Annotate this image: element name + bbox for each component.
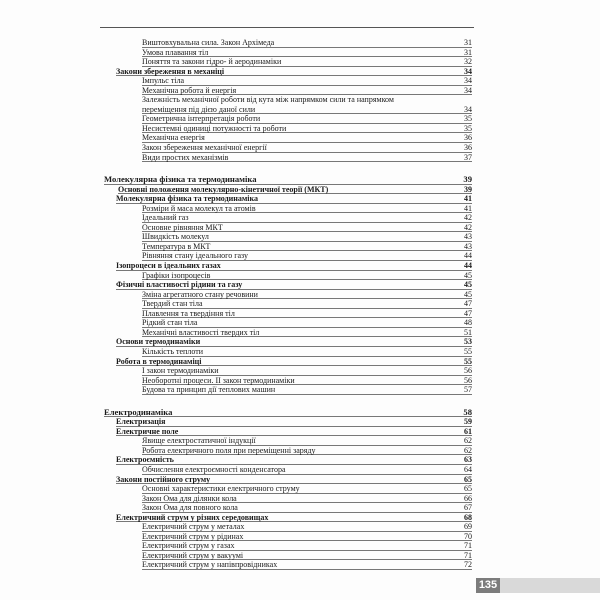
- entry-page-number: 44: [464, 251, 472, 261]
- toc-entry[interactable]: [104, 153, 472, 163]
- toc-entry[interactable]: [104, 213, 472, 223]
- toc-entry[interactable]: [104, 57, 472, 67]
- entry-title: Електроємність: [116, 455, 174, 465]
- toc-entry[interactable]: [104, 503, 472, 513]
- entry-title: Твердий стан тіла: [142, 299, 203, 309]
- toc-entry[interactable]: [104, 309, 472, 319]
- entry-page-number: 69: [464, 522, 472, 532]
- entry-page-number: 37: [464, 152, 472, 162]
- entry-page-number: 39: [464, 184, 472, 194]
- entry-page-number: 45: [464, 280, 472, 290]
- entry-page-number: 45: [464, 289, 472, 299]
- toc-heading[interactable]: [104, 194, 472, 204]
- entry-title: Необоротні процеси. ІІ закон термодинаміки: [142, 375, 295, 385]
- entry-title: Електричний струм у напівпровідниках: [142, 560, 278, 570]
- toc-entry[interactable]: [104, 105, 472, 115]
- entry-title: Кількість теплоти: [142, 346, 203, 356]
- toc-entry[interactable]: [104, 318, 472, 328]
- entry-title: Плавлення та твердіння тіл: [142, 308, 235, 318]
- toc-entry[interactable]: [104, 242, 472, 252]
- entry-title: Електризація: [116, 417, 166, 427]
- entry-title: Механічні властивості твердих тіл: [142, 327, 260, 337]
- toc-entry[interactable]: [104, 114, 472, 124]
- entry-page-number: 58: [463, 406, 472, 417]
- toc-heading[interactable]: [104, 417, 472, 427]
- top-rule: [100, 27, 474, 28]
- entry-title: Ізопроцеси в ідеальних газах: [116, 261, 221, 271]
- entry-page-number: 67: [464, 503, 472, 513]
- toc-entry[interactable]: [104, 560, 472, 570]
- entry-page-number: 62: [464, 436, 472, 446]
- toc-heading[interactable]: [104, 337, 472, 347]
- entry-page-number: 36: [464, 143, 472, 153]
- entry-title: Явище електростатичної індукції: [142, 436, 256, 446]
- entry-page-number: 65: [464, 474, 472, 484]
- entry-title: Основне рівняння МКТ: [142, 222, 223, 232]
- entry-title: Умова плавання тіл: [142, 47, 209, 57]
- entry-page-number: 44: [464, 261, 472, 271]
- entry-page-number: 66: [464, 493, 472, 503]
- entry-title: Рівняння стану ідеального газу: [142, 251, 249, 261]
- toc-entry[interactable]: [104, 48, 472, 58]
- entry-page-number: 39: [463, 174, 472, 185]
- toc-entry[interactable]: [104, 223, 472, 233]
- entry-page-number: 55: [464, 346, 472, 356]
- entry-page-number: 43: [464, 241, 472, 251]
- entry-page-number: 70: [464, 531, 472, 541]
- entry-page-number: 57: [464, 385, 472, 395]
- page-number: 135: [476, 578, 500, 593]
- entry-title: Робота в термодинаміці: [116, 356, 202, 366]
- toc-heading[interactable]: [104, 455, 472, 465]
- entry-title: Графіки ізопроцесів: [142, 270, 211, 280]
- entry-title: Основні положення молекулярно-кінетичної теорії (МКТ): [118, 184, 329, 194]
- entry-title: Електродинаміка: [104, 406, 173, 417]
- entry-title: І закон термодинаміки: [142, 366, 219, 376]
- entry-page-number: 64: [464, 464, 472, 474]
- entry-page-number: 65: [464, 484, 472, 494]
- entry-title: Види простих механізмів: [142, 152, 229, 162]
- entry-title: Залежність механічної роботи від кута між напрямком сили та напрямком: [142, 95, 394, 105]
- entry-page-number: 68: [464, 512, 472, 522]
- toc-entry[interactable]: [104, 385, 472, 395]
- toc-entry[interactable]: [104, 541, 472, 551]
- entry-title: Робота електричного поля при переміщенні заряду: [142, 445, 316, 455]
- toc-entry[interactable]: [104, 465, 472, 475]
- toc-heading[interactable]: [104, 513, 472, 523]
- entry-title: Основи термодинаміки: [116, 337, 201, 347]
- entry-page-number: 56: [464, 375, 472, 385]
- entry-title: Зміна агрегатного стану речовини: [142, 289, 258, 299]
- toc-entry[interactable]: [104, 328, 472, 338]
- entry-title: Закони постійного струму: [116, 474, 211, 484]
- entry-title: Електричний струм у рідинах: [142, 531, 244, 541]
- entry-title: Фізичні властивості рідини та газу: [116, 280, 243, 290]
- entry-page-number: 42: [464, 222, 472, 232]
- entry-title: Температура в МКТ: [142, 241, 211, 251]
- entry-title: Закон Ома для ділянки кола: [142, 493, 237, 503]
- entry-title: Імпульс тіла: [142, 76, 185, 86]
- entry-title: Закони збереження в механіці: [116, 66, 225, 76]
- toc-heading[interactable]: [104, 185, 472, 195]
- toc-entry[interactable]: [104, 124, 472, 134]
- entry-page-number: 61: [464, 426, 472, 436]
- toc-entry[interactable]: [104, 76, 472, 86]
- toc-heading[interactable]: [104, 357, 472, 367]
- entry-page-number: 34: [464, 66, 472, 76]
- entry-page-number: 62: [464, 445, 472, 455]
- entry-page-number: 34: [464, 85, 472, 95]
- entry-page-number: 71: [464, 550, 472, 560]
- entry-page-number: 71: [464, 541, 472, 551]
- entry-page-number: 63: [464, 455, 472, 465]
- entry-title: Розміри й маса молекул та атомів: [142, 203, 256, 213]
- entry-title: Основні характеристики електричного струму: [142, 484, 300, 494]
- toc-entry[interactable]: [104, 446, 472, 456]
- entry-title: Механічна енергія: [142, 133, 205, 143]
- toc-section[interactable]: [104, 175, 472, 185]
- entry-title: Поняття та закони гідро- й аеродинаміки: [142, 57, 282, 67]
- toc-entry[interactable]: [104, 376, 472, 386]
- entry-title: Ідеальний газ: [142, 213, 189, 223]
- toc-heading[interactable]: [104, 261, 472, 271]
- toc-entry[interactable]: [104, 551, 472, 561]
- entry-title: Швидкість молекул: [142, 232, 209, 242]
- toc-entry[interactable]: [104, 484, 472, 494]
- entry-title: Несистемні одиниці потужності та роботи: [142, 123, 287, 133]
- entry-page-number: 34: [464, 104, 472, 114]
- table-of-contents: [104, 38, 472, 570]
- toc-entry[interactable]: [104, 143, 472, 153]
- toc-entry[interactable]: [104, 232, 472, 242]
- toc-heading[interactable]: [104, 427, 472, 437]
- entry-page-number: 35: [464, 123, 472, 133]
- entry-title: Закон Ома для повного кола: [142, 503, 238, 513]
- entry-title: Механічна робота й енергія: [142, 85, 237, 95]
- entry-page-number: 43: [464, 232, 472, 242]
- entry-title: Геометрична інтерпретація роботи: [142, 114, 261, 124]
- entry-page-number: 47: [464, 308, 472, 318]
- toc-entry[interactable]: [104, 133, 472, 143]
- entry-page-number: 31: [464, 38, 472, 47]
- entry-page-number: 32: [464, 57, 472, 67]
- entry-title: Електричне поле: [116, 426, 179, 436]
- toc-entry[interactable]: [104, 38, 472, 48]
- entry-title: Обчислення електроємності конденсатора: [142, 464, 286, 474]
- toc-entry[interactable]: [104, 204, 472, 214]
- entry-page-number: 53: [464, 337, 472, 347]
- entry-page-number: 41: [464, 194, 472, 204]
- entry-page-number: 47: [464, 299, 472, 309]
- entry-title: Електричний струм у різних середовищах: [116, 512, 269, 522]
- toc-heading[interactable]: [104, 280, 472, 290]
- entry-page-number: 48: [464, 318, 472, 328]
- toc-entry[interactable]: [104, 366, 472, 376]
- toc-entry[interactable]: [104, 436, 472, 446]
- toc-entry[interactable]: [104, 532, 472, 542]
- entry-title: Рідкий стан тіла: [142, 318, 198, 328]
- entry-page-number: 51: [464, 327, 472, 337]
- toc-entry[interactable]: [104, 299, 472, 309]
- section-spacer: [104, 395, 472, 408]
- entry-title: Електричний струм у вакуумі: [142, 550, 244, 560]
- entry-title: Електричний струм у газах: [142, 541, 235, 551]
- entry-page-number: 56: [464, 366, 472, 376]
- toc-entry[interactable]: [104, 347, 472, 357]
- toc-entry[interactable]: [104, 95, 472, 105]
- toc-heading[interactable]: [104, 475, 472, 485]
- entry-title: Молекулярна фізика та термодинаміка: [104, 174, 257, 185]
- toc-entry[interactable]: [104, 290, 472, 300]
- toc-entry[interactable]: [104, 271, 472, 281]
- toc-entry[interactable]: [104, 494, 472, 504]
- entry-page-number: 55: [464, 356, 472, 366]
- entry-title: Виштовхувальна сила. Закон Архімеда: [142, 38, 275, 47]
- entry-page-number: 36: [464, 133, 472, 143]
- entry-title: переміщення під дією даної сили: [142, 104, 256, 114]
- entry-page-number: 41: [464, 203, 472, 213]
- toc-entry[interactable]: [104, 86, 472, 96]
- entry-page-number: 31: [464, 47, 472, 57]
- entry-title: Закон збереження механічної енергії: [142, 143, 267, 153]
- toc-heading[interactable]: [104, 67, 472, 77]
- entry-title: Будова та принцип дії теплових машин: [142, 385, 276, 395]
- toc-section[interactable]: [104, 408, 472, 418]
- entry-title: Електричний струм у металах: [142, 522, 245, 532]
- entry-page-number: 59: [464, 417, 472, 427]
- entry-page-number: 45: [464, 270, 472, 280]
- toc-entry[interactable]: [104, 251, 472, 261]
- toc-entry[interactable]: [104, 522, 472, 532]
- entry-title: Молекулярна фізика та термодинаміка: [116, 194, 258, 204]
- entry-page-number: 35: [464, 114, 472, 124]
- entry-page-number: 34: [464, 76, 472, 86]
- page-number-strip: [500, 578, 600, 593]
- entry-page-number: 72: [464, 560, 472, 570]
- entry-page-number: 42: [464, 213, 472, 223]
